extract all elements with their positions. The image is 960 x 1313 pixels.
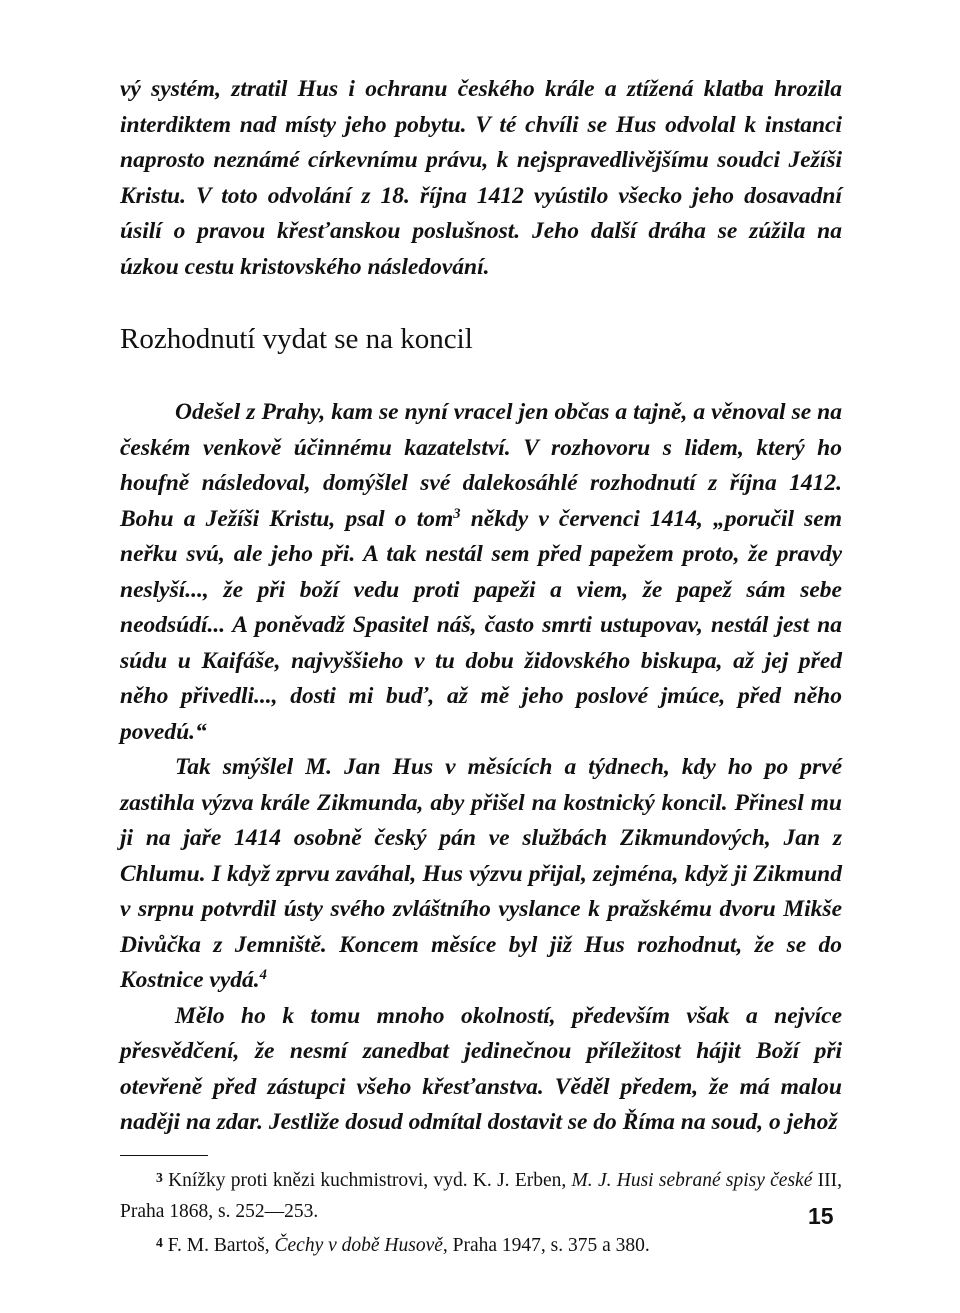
footnotes xyxy=(120,1162,842,1261)
paragraph-2-part-b: někdy v červenci 1414, „poručil sem neřku svú, ale jeho při. A tak nestál sem před papežem proto, že pravdy neslyší..., že při boží vedu proti papeži a viem, že papež sám sebe neodsúdí... A poněvadž Spasitel náš, často smrti ustupovav, nestál jest na súdu u Kaifáše, najvyššieho v tu dobu židovského biskupa, až jej před něho přivedli..., dosti mi buď, až mě jeho poslové jmúce, před něho povedú.“ xyxy=(120,505,842,745)
footnote-3 xyxy=(120,1162,842,1227)
footnote-ref-3: 3 xyxy=(453,505,461,522)
book-page xyxy=(120,72,842,1261)
footnote-divider xyxy=(120,1155,208,1156)
footnote-ref-4: 4 xyxy=(259,967,267,983)
paragraph-3-text: Tak smýšlel M. Jan Hus v měsících a týdnech, kdy ho po prvé zastihla výzva krále Zikmunda, aby přišel na kostnický koncil. Přinesl mu ji na jaře 1414 osobně český pán ve službách Zikmundových, Jan z Chlumu. I když zprvu zaváhal, Hus výzvu přijal, zejména, když ji Zikmund v srpnu potvrdil ústy svého zvláštního vyslance k pražskému dvoru Mikše Divůčka z Jemniště. Koncem měsíce byl již Hus rozhodnut, že se do Kostnice vydá. xyxy=(120,754,842,993)
footnote-4 xyxy=(120,1227,842,1261)
section-heading: Rozhodnutí vydat se na koncil xyxy=(120,323,473,355)
page-number: 15 xyxy=(808,1203,834,1229)
footnote-4-number: 4 xyxy=(156,1234,163,1250)
footnote-3-title: M. J. Husi sebrané spisy české xyxy=(571,1169,813,1191)
paragraph-3 xyxy=(120,750,842,999)
footnote-3-text-a: Knížky proti knězi kuchmistrovi, vyd. K. J. Erben, xyxy=(162,1169,572,1191)
paragraph-2 xyxy=(120,395,842,750)
footnote-4-text-a: F. M. Bartoš, xyxy=(162,1234,275,1256)
paragraph-1: vý systém, ztratil Hus i ochranu českého krále a ztížená klatba hrozila interdiktem nad místy jeho pobytu. V té chvíli se Hus odvolal k instanci naprosto neznámé církevnímu právu, k nejspravedlivějšímu soudci Ježíši Kristu. V toto odvolání z 18. října 1412 vyústilo všecko jeho dosavadní úsilí o pravou křesťanskou poslušnost. Jeho další dráha se zúžila na úzkou cestu kristovského následování. xyxy=(120,76,842,280)
paragraph-2-part-a: Odešel z Prahy, kam se nyní vracel jen občas a tajně, a věnoval se na českém venkově účinnému kazatelství. V rozhovoru s lidem, který ho houfně následoval, domýšlel své dalekosáhlé rozhodnutí z října 1412. Bohu a Ježíši Kristu, psal o tom xyxy=(120,399,842,532)
footnote-3-number: 3 xyxy=(156,1169,163,1185)
footnote-4-text-b: , Praha 1947, s. 375 a 380. xyxy=(442,1234,650,1256)
footnote-3-text-b: III, Praha 1868, s. 252—253. xyxy=(120,1169,843,1222)
paragraph-4: Mělo ho k tomu mnoho okolností, především však a nejvíce přesvědčení, že nesmí zanedbat jedinečnou příležitost hájit Boží při otevřeně před zástupci všeho křesťanstva. Věděl předem, že má malou naději na zdar. Jestliže dosud odmítal dostavit se do Říma na soud, o jehož xyxy=(120,1002,842,1135)
footnote-4-title: Čechy v době Husově xyxy=(274,1234,443,1256)
